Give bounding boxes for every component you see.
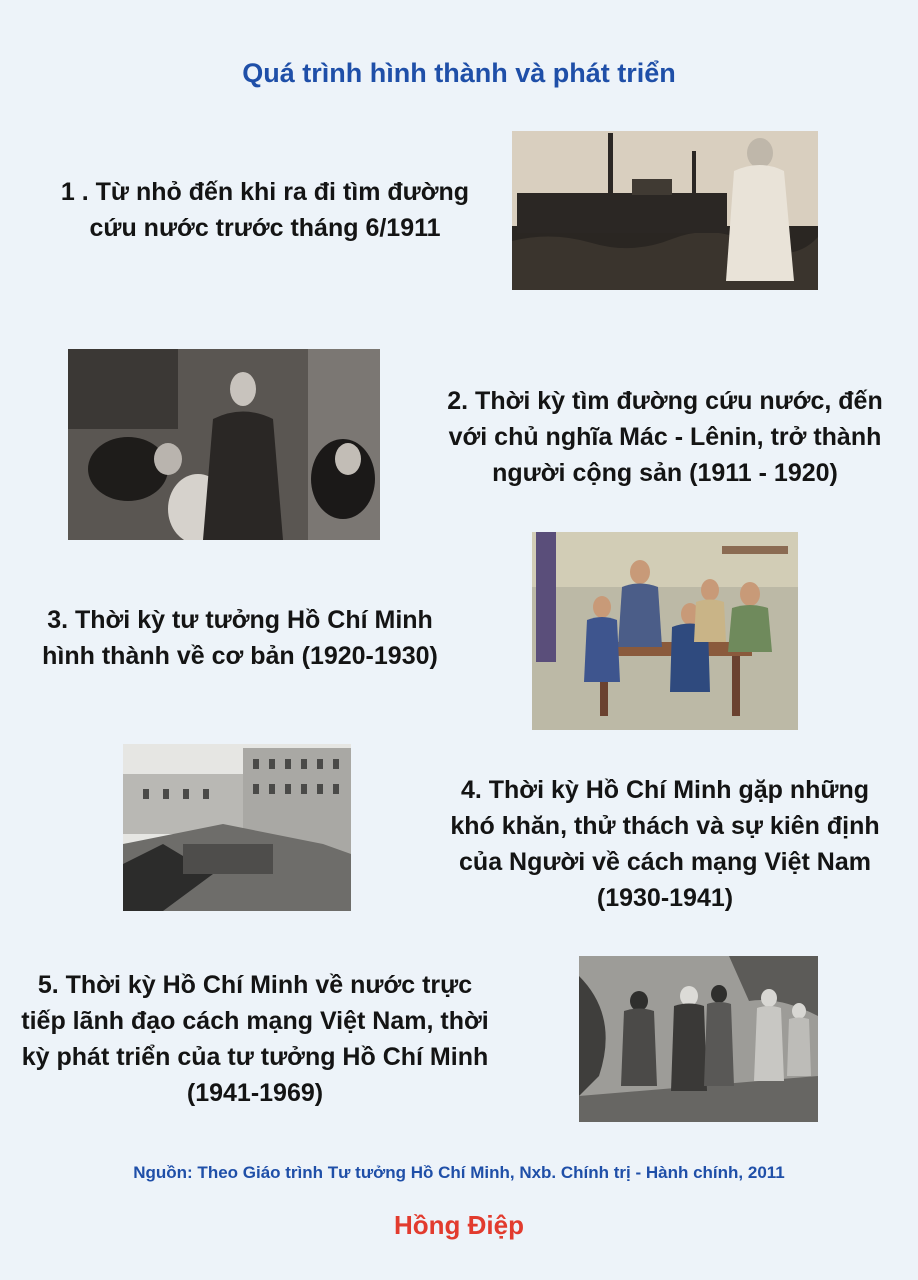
author-name: Hồng Điệp <box>394 1210 524 1240</box>
photo-return-painting <box>579 956 818 1122</box>
photo-prison <box>123 744 351 911</box>
page-title: Quá trình hình thành và phát triển <box>242 58 676 88</box>
period-2-text: 2. Thời kỳ tìm đường cứu nước, đến với chủ nghĩa Mác - Lênin, trở thành người cộng sản (1911 - 1920) <box>447 387 883 487</box>
source-citation: Nguồn: Theo Giáo trình Tư tưởng Hồ Chí Minh, Nxb. Chính trị - Hành chính, 2011 <box>133 1163 785 1182</box>
photo-meeting-painting <box>532 532 798 730</box>
period-3-text: 3. Thời kỳ tư tưởng Hồ Chí Minh hình thành về cơ bản (1920-1930) <box>42 606 438 670</box>
period-1-text: 1 . Từ nhỏ đến khi ra đi tìm đường cứu nước trước tháng 6/1911 <box>60 178 470 242</box>
photo-ship <box>512 131 818 290</box>
photo-congress <box>68 349 380 540</box>
period-4-text: 4. Thời kỳ Hồ Chí Minh gặp những khó khăn, thử thách và sự kiên định của Người về cách mạng Việt Nam (1930-1941) <box>450 776 880 912</box>
period-5-text: 5. Thời kỳ Hồ Chí Minh về nước trực tiếp lãnh đạo cách mạng Việt Nam, thời kỳ phát triển của tư tưởng Hồ Chí Minh (1941-1969) <box>21 971 489 1107</box>
